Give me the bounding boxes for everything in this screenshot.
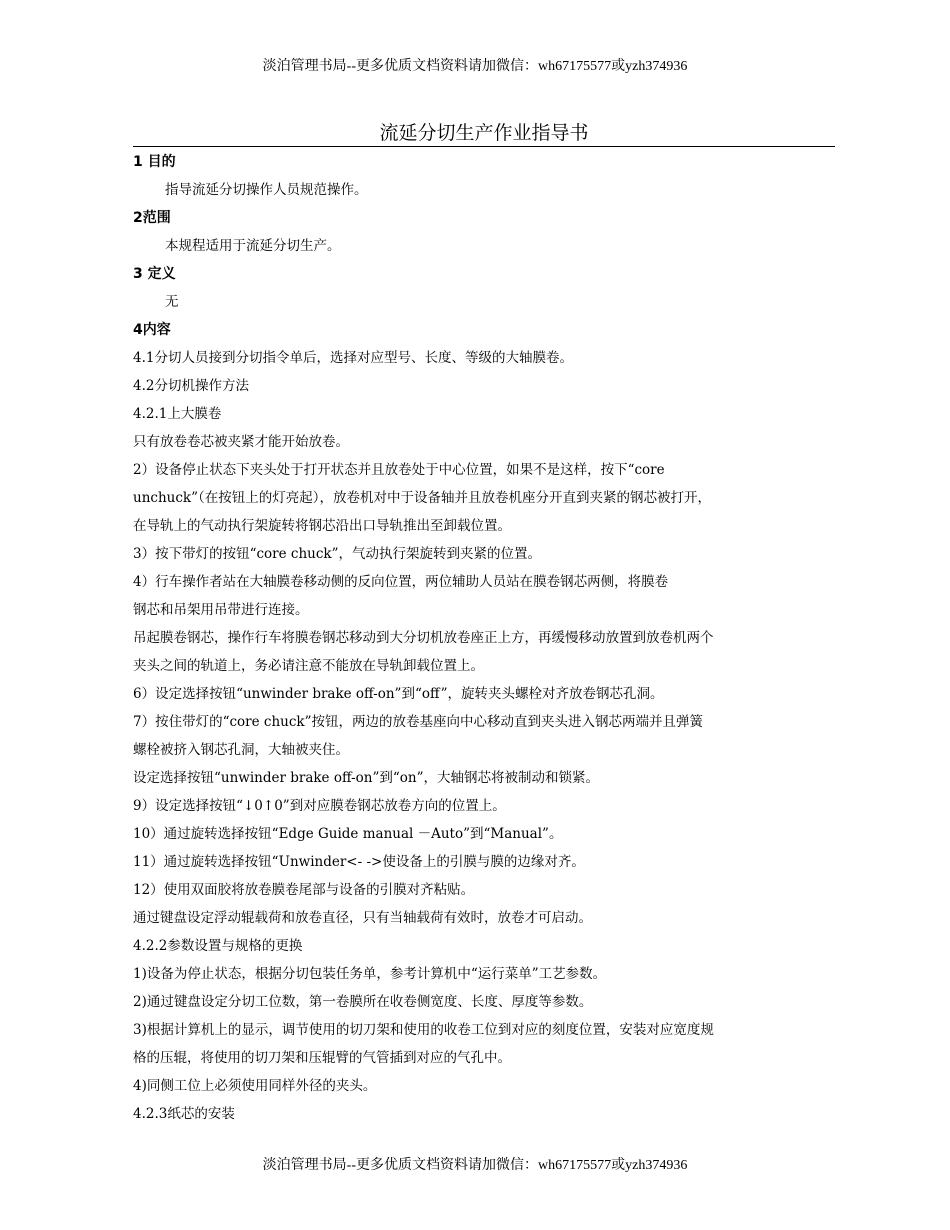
body-text-line: 指导流延分切操作人员规范操作。 (165, 182, 368, 198)
body-text-line: 4）行车操作者站在大轴膜卷移动侧的反向位置，两位辅助人员站在膜卷钢芯两侧，将膜卷 (133, 574, 669, 590)
body-text-line: 4.2分切机操作方法 (133, 378, 249, 394)
body-text-line: 设定选择按钮“unwinder brake off-on”到“on”，大轴钢芯将被制动和锁紧。 (133, 770, 599, 786)
page-header: 淡泊管理书局--更多优质文档资料请加微信：wh67175577或yzh374936 (262, 59, 688, 74)
body-text-line: 在导轨上的气动执行架旋转将钢芯沿出口导轨推出至卸载位置。 (133, 518, 511, 534)
body-text-line: 无 (165, 294, 179, 310)
body-text-line: 1)设备为停止状态，根据分切包装任务单，参考计算机中“运行菜单”工艺参数。 (133, 966, 607, 982)
document-body (133, 148, 838, 1128)
body-text-line: 3)根据计算机上的显示，调节使用的切刀架和使用的收卷工位到对应的刻度位置，安装对应宽度规 (133, 1022, 714, 1038)
body-text-line: 4.2.3纸芯的安装 (133, 1106, 235, 1122)
body-text-line: 通过键盘设定浮动辊载荷和放卷直径，只有当轴载荷有效时，放卷才可启动。 (133, 910, 592, 926)
body-text-line: 只有放卷卷芯被夹紧才能开始放卷。 (133, 434, 349, 450)
body-text-line: 螺栓被挤入钢芯孔洞，大轴被夹住。 (133, 742, 349, 758)
section-heading: 2范围 (133, 210, 171, 226)
body-text-line: 4.1分切人员接到分切指令单后，选择对应型号、长度、等级的大轴膜卷。 (133, 350, 573, 366)
body-text-line: 本规程适用于流延分切生产。 (165, 238, 341, 254)
document-title: 流延分切生产作业指导书 (133, 121, 835, 147)
body-text-line: 11）通过旋转选择按钮“Unwinder<- ->使设备上的引膜与膜的边缘对齐。 (133, 854, 585, 870)
body-text-line: 2)通过键盘设定分切工位数，第一卷膜所在收卷侧宽度、长度、厚度等参数。 (133, 994, 593, 1010)
body-text-line: 3）按下带灯的按钮“core chuck”，气动执行架旋转到夹紧的位置。 (133, 546, 542, 562)
body-text-line: 4)同侧工位上必须使用同样外径的夹头。 (133, 1078, 377, 1094)
body-text-line: 2）设备停止状态下夹头处于打开状态并且放卷处于中心位置，如果不是这样，按下“core (133, 462, 665, 478)
section-heading: 3 定义 (133, 266, 176, 282)
body-text-line: unchuck”（在按钮上的灯亮起），放卷机对中于设备轴并且放卷机座分开直到夹紧的钢芯被打开， (133, 490, 711, 506)
body-text-line: 7）按住带灯的“core chuck”按钮，两边的放卷基座向中心移动直到夹头进入钢芯两端并且弹簧 (133, 714, 704, 730)
body-text-line: 夹头之间的轨道上，务必请注意不能放在导轨卸载位置上。 (133, 658, 484, 674)
body-text-line: 6）设定选择按钮“unwinder brake off-on”到“off”，旋转夹头螺栓对齐放卷钢芯孔洞。 (133, 686, 664, 702)
body-text-line: 12）使用双面胶将放卷膜卷尾部与设备的引膜对齐粘贴。 (133, 882, 475, 898)
body-text-line: 格的压辊，将使用的切刀架和压辊臂的气管插到对应的气孔中。 (133, 1050, 511, 1066)
page-footer: 淡泊管理书局--更多优质文档资料请加微信：wh67175577或yzh374936 (262, 1158, 688, 1173)
body-text-line: 4.2.2参数设置与规格的更换 (133, 938, 303, 954)
body-text-line: 4.2.1上大膜卷 (133, 406, 222, 422)
body-text-line: 钢芯和吊架用吊带进行连接。 (133, 602, 309, 618)
body-text-line: 9）设定选择按钮“↓0↑0”到对应膜卷钢芯放卷方向的位置上。 (133, 798, 506, 814)
section-heading: 4内容 (133, 322, 171, 338)
body-text-line: 吊起膜卷钢芯，操作行车将膜卷钢芯移动到大分切机放卷座正上方，再缓慢移动放置到放卷机两个 (133, 630, 714, 646)
section-heading: 1 目的 (133, 154, 176, 170)
body-text-line: 10）通过旋转选择按钮“Edge Guide manual －Auto”到“Manual”。 (133, 826, 563, 842)
